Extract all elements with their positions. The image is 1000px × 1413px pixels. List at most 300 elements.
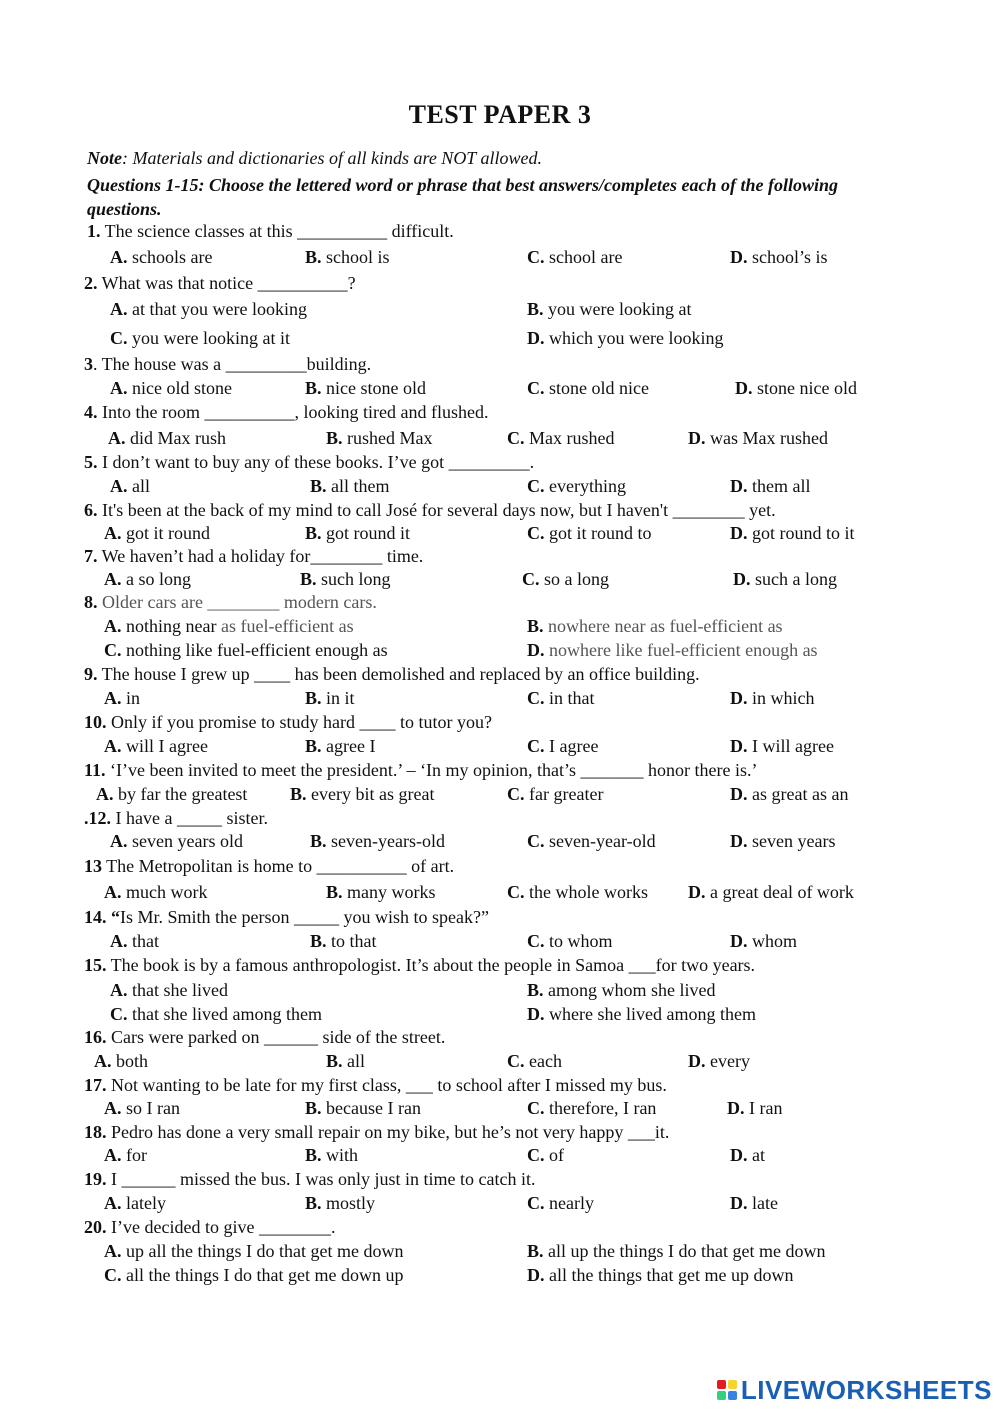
question-1 [87, 220, 454, 242]
option-letter: B. [305, 378, 322, 398]
option-letter: B. [305, 1145, 322, 1165]
option-5-a[interactable] [110, 475, 150, 497]
question-text: Into the room __________, looking tired and flushed. [97, 402, 489, 422]
option-11-d[interactable] [730, 783, 848, 805]
option-letter: C. [104, 1265, 122, 1285]
option-text: among whom she lived [543, 980, 716, 1000]
option-4-a[interactable] [108, 427, 226, 449]
option-12-b[interactable] [310, 830, 445, 852]
option-5-d[interactable] [730, 475, 810, 497]
option-text: in that [544, 688, 595, 708]
option-text: I agree [544, 736, 599, 756]
option-letter: D. [527, 1004, 545, 1024]
option-13-a[interactable] [104, 881, 207, 903]
option-letter: A. [104, 1241, 122, 1261]
question-text: I have a _____ sister. [111, 808, 268, 828]
question-text: ‘I’ve been invited to meet the president.’ – ‘In my opinion, that’s _______ honor there is.’ [105, 760, 758, 780]
option-13-b[interactable] [326, 881, 436, 903]
question-number: 4. [84, 402, 98, 422]
option-letter: A. [110, 247, 128, 267]
question-text: . The house was a _________building. [93, 354, 372, 374]
option-text: all them [326, 476, 390, 496]
option-letter: D. [730, 523, 748, 543]
option-letter: D. [730, 247, 748, 267]
option-4-b[interactable] [326, 427, 433, 449]
option-letter: A. [110, 980, 128, 1000]
option-7-d[interactable] [733, 568, 837, 590]
option-letter: C. [527, 736, 545, 756]
question-number: 13 [84, 856, 102, 876]
option-7-c[interactable] [522, 568, 609, 590]
option-6-b[interactable] [305, 522, 410, 544]
option-text: because I ran [321, 1098, 421, 1118]
liveworksheets-logo-icon [717, 1380, 737, 1400]
option-text: up all the things I do that get me down [121, 1241, 404, 1261]
question-text: The house I grew up ____ has been demolished and replaced by an office building. [97, 664, 700, 684]
option-text: seven years old [127, 831, 243, 851]
option-letter: B. [310, 831, 327, 851]
option-text-grey: nowhere near as fuel-efficient as [543, 616, 783, 636]
option-10-d[interactable] [730, 735, 834, 757]
question-number: 8. [84, 592, 98, 612]
option-6-d[interactable] [730, 522, 855, 544]
option-9-d[interactable] [730, 687, 815, 709]
note [87, 148, 542, 169]
question-15 [84, 954, 755, 976]
question-13 [84, 855, 454, 877]
option-letter: C. [507, 428, 525, 448]
option-letter: D. [730, 784, 748, 804]
option-letter: D. [730, 736, 748, 756]
option-text: such long [316, 569, 391, 589]
question-4 [84, 401, 488, 423]
option-letter: D. [688, 882, 706, 902]
option-letter: D. [727, 1098, 745, 1118]
question-text: Is Mr. Smith the person _____ you wish to speak?” [120, 907, 489, 927]
option-14-a[interactable] [110, 930, 159, 952]
question-number: 7. [84, 546, 98, 566]
option-letter: B. [310, 476, 327, 496]
option-text: agree I [321, 736, 376, 756]
question-number: 20. [84, 1217, 107, 1237]
option-letter: C. [507, 1051, 525, 1071]
footer-brand [717, 1373, 992, 1407]
option-text: all the things I do that get me down up [121, 1265, 404, 1285]
option-text: every [705, 1051, 750, 1071]
option-text: seven-year-old [544, 831, 656, 851]
option-text: seven-years-old [326, 831, 445, 851]
option-2-c[interactable] [110, 327, 290, 349]
option-text: the whole works [524, 882, 648, 902]
option-letter: A. [104, 736, 122, 756]
option-text: nearly [544, 1193, 594, 1213]
question-19 [84, 1168, 535, 1190]
option-text: mostly [321, 1193, 376, 1213]
option-19-a[interactable] [104, 1192, 166, 1214]
question-text: We haven’t had a holiday for________ time. [97, 546, 424, 566]
question-text: It's been at the back of my mind to call José for several days now, but I haven't ________ yet. [97, 500, 776, 520]
option-text: school is [321, 247, 390, 267]
option-letter: C. [522, 569, 540, 589]
option-text: to whom [544, 931, 613, 951]
option-letter: C. [527, 1145, 545, 1165]
option-letter: A. [104, 1193, 122, 1213]
option-10-b[interactable] [305, 735, 375, 757]
option-letter: C. [507, 882, 525, 902]
option-letter: B. [305, 1193, 322, 1213]
option-letter: A. [104, 882, 122, 902]
option-2-b[interactable] [527, 298, 691, 320]
option-letter: B. [305, 688, 322, 708]
question-number: 5. [84, 452, 98, 472]
option-1-d[interactable] [730, 246, 828, 268]
option-letter: A. [110, 831, 128, 851]
question-number: 9. [84, 664, 98, 684]
option-18-b[interactable] [305, 1144, 358, 1166]
question-text: Not wanting to be late for my first class, ___ to school after I missed my bus. [106, 1075, 667, 1095]
option-5-c[interactable] [527, 475, 626, 497]
option-text: got it round to [544, 523, 652, 543]
option-text: a great deal of work [705, 882, 854, 902]
option-1-b[interactable] [305, 246, 390, 268]
option-text: for [121, 1145, 147, 1165]
option-letter: B. [326, 1051, 343, 1071]
question-number: 10. [84, 712, 107, 732]
option-letter: D. [733, 569, 751, 589]
question-7 [84, 545, 423, 567]
option-4-d[interactable] [688, 427, 828, 449]
option-text: every bit as great [306, 784, 435, 804]
option-letter: D. [730, 476, 748, 496]
option-1-c[interactable] [527, 246, 622, 268]
option-text: got it round [121, 523, 210, 543]
option-text: got round it [321, 523, 411, 543]
option-letter: C. [527, 1098, 545, 1118]
option-letter: D. [730, 688, 748, 708]
option-text: to that [326, 931, 377, 951]
option-letter: A. [110, 299, 128, 319]
option-letter: A. [104, 569, 122, 589]
option-letter: A. [110, 378, 128, 398]
option-letter: C. [110, 1004, 128, 1024]
option-letter: A. [94, 1051, 112, 1071]
question-3 [84, 353, 371, 375]
question-text: I’ve decided to give ________. [106, 1217, 336, 1237]
question-number: 15. [84, 955, 107, 975]
question-text: I don’t want to buy any of these books. I’ve got _________. [97, 452, 535, 472]
option-15-c[interactable] [110, 1003, 322, 1025]
option-letter: A. [108, 428, 126, 448]
option-letter: A. [96, 784, 114, 804]
option-17-c[interactable] [527, 1097, 656, 1119]
option-7-a[interactable] [104, 568, 191, 590]
option-15-d[interactable] [527, 1003, 756, 1025]
option-letter: B. [305, 247, 322, 267]
option-text: all [127, 476, 150, 496]
option-letter: B. [326, 882, 343, 902]
question-text: I ______ missed the bus. I was only just in time to catch it. [106, 1169, 536, 1189]
option-text: did Max rush [125, 428, 226, 448]
logo-square [728, 1380, 737, 1389]
option-text: which you were looking [544, 328, 724, 348]
option-letter: D. [730, 831, 748, 851]
option-3-d[interactable] [735, 377, 857, 399]
option-text: that she lived [127, 980, 228, 1000]
question-5 [84, 451, 534, 473]
option-text: so a long [539, 569, 609, 589]
option-letter: B. [305, 736, 322, 756]
option-text: Max rushed [524, 428, 615, 448]
question-17 [84, 1074, 667, 1096]
option-14-d[interactable] [730, 930, 797, 952]
question-16 [84, 1026, 445, 1048]
option-letter: C. [527, 688, 545, 708]
option-10-c[interactable] [527, 735, 598, 757]
question-number: 3 [84, 354, 93, 374]
option-text: therefore, I ran [544, 1098, 657, 1118]
option-text: them all [747, 476, 811, 496]
option-text: rushed Max [342, 428, 433, 448]
option-6-c[interactable] [527, 522, 652, 544]
question-12 [84, 807, 268, 829]
question-number: 6. [84, 500, 98, 520]
option-9-a[interactable] [104, 687, 140, 709]
option-12-a[interactable] [110, 830, 243, 852]
option-letter: D. [527, 1265, 545, 1285]
note-text: : Materials and dictionaries of all kinds are NOT allowed. [122, 148, 542, 168]
option-12-d[interactable] [730, 830, 835, 852]
option-18-d[interactable] [730, 1144, 765, 1166]
question-text: Pedro has done a very small repair on my bike, but he’s not very happy ___it. [106, 1122, 670, 1142]
brand-name: LIVEWORKSHEETS [740, 1374, 992, 1405]
option-text: school are [544, 247, 623, 267]
option-13-d[interactable] [688, 881, 854, 903]
question-number: 1. [87, 221, 101, 241]
option-letter: B. [310, 931, 327, 951]
question-number: 11. [84, 760, 106, 780]
question-number: 17. [84, 1075, 107, 1095]
question-number: 14. “ [84, 907, 120, 927]
option-text: by far the greatest [113, 784, 248, 804]
option-20-c[interactable] [104, 1264, 403, 1286]
question-text: The book is by a famous anthropologist. It’s about the people in Samoa ___for two years. [106, 955, 756, 975]
option-letter: B. [305, 1098, 322, 1118]
option-16-d[interactable] [688, 1050, 750, 1072]
option-text: far greater [524, 784, 604, 804]
option-letter: B. [527, 616, 544, 636]
option-text: you were looking at [543, 299, 692, 319]
option-3-a[interactable] [110, 377, 232, 399]
option-11-c[interactable] [507, 783, 603, 805]
option-19-d[interactable] [730, 1192, 778, 1214]
option-9-b[interactable] [305, 687, 355, 709]
option-letter: C. [110, 328, 128, 348]
option-20-a[interactable] [104, 1240, 403, 1262]
option-13-c[interactable] [507, 881, 648, 903]
option-letter: D. [730, 1145, 748, 1165]
option-7-b[interactable] [300, 568, 391, 590]
question-9 [84, 663, 700, 685]
option-3-b[interactable] [305, 377, 426, 399]
option-3-c[interactable] [527, 377, 649, 399]
logo-square [728, 1391, 737, 1400]
option-letter: A. [110, 931, 128, 951]
note-label: Note [87, 148, 122, 168]
question-20 [84, 1216, 335, 1238]
question-10 [84, 711, 492, 733]
option-8-d[interactable] [527, 639, 818, 661]
option-text: schools are [127, 247, 213, 267]
option-17-b[interactable] [305, 1097, 421, 1119]
option-letter: D. [730, 1193, 748, 1213]
option-12-c[interactable] [527, 830, 656, 852]
option-8-b[interactable] [527, 615, 783, 637]
option-text-grey: as fuel-efficient as [216, 616, 354, 636]
option-letter: A. [104, 1145, 122, 1165]
option-6-a[interactable] [104, 522, 210, 544]
question-text: The science classes at this __________ difficult. [100, 221, 454, 241]
option-text: each [524, 1051, 562, 1071]
option-text: stone old nice [544, 378, 649, 398]
option-letter: A. [104, 616, 122, 636]
question-8 [84, 591, 377, 613]
option-15-a[interactable] [110, 979, 228, 1001]
question-number: 2. [84, 273, 98, 293]
question-18 [84, 1121, 669, 1143]
option-letter: C. [104, 640, 122, 660]
option-text: I will agree [747, 736, 834, 756]
option-text: in it [321, 688, 355, 708]
option-text: school’s is [747, 247, 828, 267]
option-text: much work [121, 882, 208, 902]
option-15-b[interactable] [527, 979, 716, 1001]
page-title: TEST PAPER 3 [408, 100, 592, 129]
option-4-c[interactable] [507, 427, 614, 449]
option-text: of [544, 1145, 564, 1165]
option-letter: D. [688, 1051, 706, 1071]
question-number: 16. [84, 1027, 107, 1047]
option-text: late [747, 1193, 778, 1213]
question-text: What was that notice __________? [97, 273, 356, 293]
option-8-a[interactable] [104, 615, 354, 637]
option-text: stone nice old [752, 378, 857, 398]
option-text: both [111, 1051, 149, 1071]
option-text: got round to it [747, 523, 855, 543]
option-text: all up the things I do that get me down [543, 1241, 826, 1261]
option-letter: C. [527, 476, 545, 496]
option-text: as great as an [747, 784, 849, 804]
option-20-b[interactable] [527, 1240, 825, 1262]
option-text: so I ran [121, 1098, 180, 1118]
option-letter: D. [688, 428, 706, 448]
option-19-c[interactable] [527, 1192, 594, 1214]
option-letter: B. [326, 428, 343, 448]
option-18-c[interactable] [527, 1144, 564, 1166]
option-17-a[interactable] [104, 1097, 180, 1119]
question-11 [84, 759, 758, 781]
option-letter: C. [527, 247, 545, 267]
option-text: in [121, 688, 141, 708]
option-letter: D. [527, 640, 545, 660]
option-11-a[interactable] [96, 783, 247, 805]
question-6 [84, 499, 776, 521]
instructions: Questions 1-15: Choose the lettered word or phrase that best answers/completes each of the following questions. [87, 175, 839, 219]
option-text: nothing like fuel-efficient enough as [121, 640, 388, 660]
option-11-b[interactable] [290, 783, 434, 805]
question-2 [84, 272, 356, 294]
option-text: all the things that get me up down [544, 1265, 794, 1285]
option-9-c[interactable] [527, 687, 595, 709]
option-letter: B. [290, 784, 307, 804]
option-text: nothing near [121, 616, 217, 636]
option-text: lately [121, 1193, 166, 1213]
option-letter: B. [527, 299, 544, 319]
option-text: nice old stone [127, 378, 232, 398]
option-2-a[interactable] [110, 298, 307, 320]
option-letter: D. [730, 931, 748, 951]
option-letter: C. [507, 784, 525, 804]
option-1-a[interactable] [110, 246, 212, 268]
option-letter: B. [300, 569, 317, 589]
option-text: everything [544, 476, 626, 496]
option-letter: B. [305, 523, 322, 543]
question-text: Cars were parked on ______ side of the street. [106, 1027, 446, 1047]
question-number: .12. [84, 808, 111, 828]
option-text-grey: nowhere like fuel-efficient enough as [544, 640, 818, 660]
option-letter: C. [527, 523, 545, 543]
option-letter: A. [104, 523, 122, 543]
option-17-d[interactable] [727, 1097, 782, 1119]
option-20-d[interactable] [527, 1264, 793, 1286]
option-14-c[interactable] [527, 930, 613, 952]
option-14-b[interactable] [310, 930, 377, 952]
option-text: many works [342, 882, 436, 902]
option-16-b[interactable] [326, 1050, 365, 1072]
option-letter: D. [527, 328, 545, 348]
option-text: with [321, 1145, 359, 1165]
option-text: in which [747, 688, 815, 708]
option-10-a[interactable] [104, 735, 208, 757]
option-8-c[interactable] [104, 639, 388, 661]
option-16-a[interactable] [94, 1050, 148, 1072]
option-text: whom [747, 931, 797, 951]
logo-square [717, 1380, 726, 1389]
option-18-a[interactable] [104, 1144, 147, 1166]
option-text: all [342, 1051, 366, 1071]
option-text: seven years [747, 831, 836, 851]
option-letter: D. [735, 378, 753, 398]
option-19-b[interactable] [305, 1192, 375, 1214]
question-text: Only if you promise to study hard ____ to tutor you? [106, 712, 492, 732]
option-text: at [747, 1145, 765, 1165]
option-2-d[interactable] [527, 327, 723, 349]
option-text: was Max rushed [705, 428, 828, 448]
option-letter: A. [104, 688, 122, 708]
option-text: that [127, 931, 159, 951]
option-letter: C. [527, 931, 545, 951]
option-text: will I agree [121, 736, 208, 756]
option-letter: B. [527, 1241, 544, 1261]
option-text: such a long [750, 569, 837, 589]
option-text: you were looking at it [127, 328, 290, 348]
option-5-b[interactable] [310, 475, 390, 497]
option-16-c[interactable] [507, 1050, 562, 1072]
question-text: The Metropolitan is home to __________ of art. [102, 856, 455, 876]
option-letter: C. [527, 831, 545, 851]
option-letter: C. [527, 378, 545, 398]
option-text: a so long [121, 569, 191, 589]
logo-square [717, 1391, 726, 1400]
